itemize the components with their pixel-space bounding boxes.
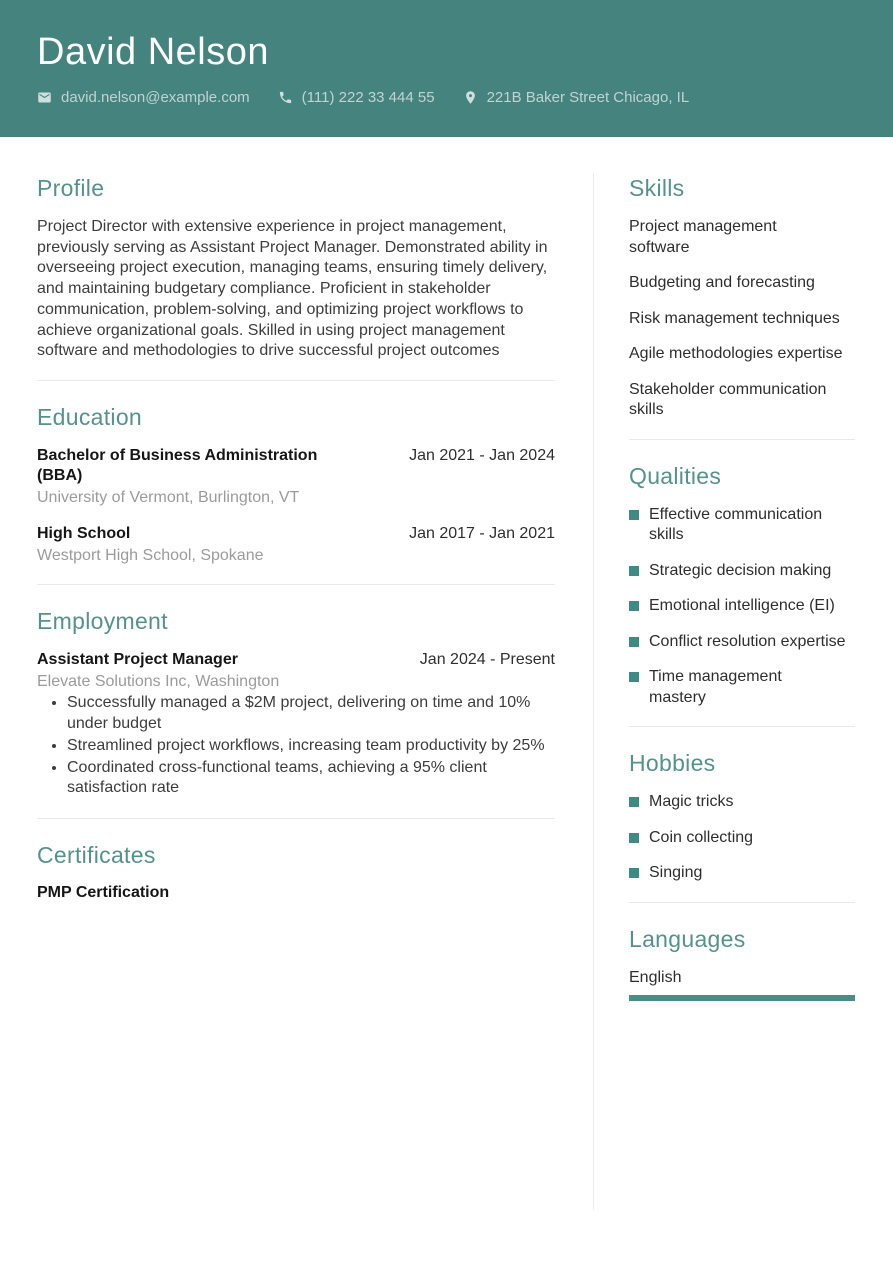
job-bullet-list [37,693,555,799]
education-entry [37,524,555,566]
square-bullet-icon [629,566,639,576]
certificates-section [37,842,555,920]
square-bullet-icon [629,510,639,520]
employment-entry-head [37,650,555,671]
language-level-track [629,995,855,1001]
skills-section-title: Skills [629,175,685,201]
job-bullet: • Streamlined project workflows, increasing team productivity by 25% [67,736,555,757]
column-divider [593,173,594,1210]
skill-item: Stakeholder communication skills [629,380,827,418]
languages-section-title: Languages [629,925,746,952]
skill-item: Project management software [629,218,777,256]
hobby-item [629,792,855,813]
employment-section [37,608,555,819]
quality-item [629,596,855,617]
quality-item [629,632,855,653]
education-entry [37,446,555,509]
degree-title: High School [37,525,131,543]
hobby-item [629,863,855,884]
language-name: English [629,968,682,986]
contact-address [463,89,690,106]
quality-text: Effective communication skills [649,505,823,543]
certificates-section-title: Certificates [37,841,156,868]
company-name: Elevate Solutions Inc, Washington [37,672,280,690]
quality-item [629,667,855,708]
square-bullet-icon [629,797,639,807]
resume-body [0,137,893,1210]
language-item [629,968,855,1002]
job-bullet: • Successfully managed a $2M project, delivering on time and 10% under budget [67,693,555,734]
date-range: Jan 2021 - Jan 2024 [409,446,555,464]
date-range: Jan 2017 - Jan 2021 [409,525,555,543]
quality-text: Emotional intelligence (EI) [649,597,835,614]
square-bullet-icon [629,672,639,682]
square-bullet-icon [629,637,639,647]
hobby-text: Singing [649,864,703,881]
school-name: Westport High School, Spokane [37,546,264,564]
skill-item: Risk management techniques [629,309,840,327]
contact-email [37,89,250,106]
phone-text: (111) 222 33 444 55 [301,89,435,106]
email-icon [37,90,52,105]
person-name: David Nelson [37,31,269,73]
hobby-text: Coin collecting [649,828,754,846]
languages-section [629,926,855,1020]
job-title: Assistant Project Manager [37,651,238,669]
quality-text: Strategic decision making [649,561,832,579]
square-bullet-icon [629,601,639,611]
skill-item: Agile methodologies expertise [629,345,843,362]
contact-phone [278,89,435,106]
language-level-bar [629,995,855,1001]
hobby-item [629,828,855,849]
date-range: Jan 2024 - Present [419,651,555,669]
resume-header [0,0,893,137]
quality-text: Conflict resolution expertise [649,632,846,650]
square-bullet-icon [629,868,639,878]
main-column [37,137,555,1210]
profile-section-title: Profile [37,175,105,201]
education-entry-head [37,446,555,487]
skill-item: Budgeting and forecasting [629,274,815,291]
square-bullet-icon [629,833,639,843]
location-pin-icon [463,90,478,105]
employment-entry [37,650,555,799]
certificate-item: PMP Certification [37,883,170,901]
contact-row [37,89,856,106]
skills-section [629,175,855,440]
quality-text: Time management mastery [649,668,782,706]
profile-text: Project Director with extensive experience in project management, previously serving as Assistant Project Manager. Demonstrated ability in overseeing project execution, managing teams, ensuring timely delivery, and maintaining budgetary compliance. Proficient in stakeholder communication, problem-solving, and optimizing project workflows to achieve organizational goals. Skilled in using project management software and methodologies to drive successful project outcomes [37,218,548,360]
employment-section-title: Employment [37,608,168,635]
profile-section [37,175,555,381]
quality-item [629,505,855,546]
side-column [629,137,855,1210]
address-text: 221B Baker Street Chicago, IL [486,89,690,106]
email-text: david.nelson@example.com [61,89,250,106]
degree-title: Bachelor of Business Administration (BBA) [37,446,318,485]
phone-icon [278,90,293,105]
hobby-text: Magic tricks [649,793,734,810]
school-name: University of Vermont, Burlington, VT [37,488,300,506]
education-section [37,404,555,586]
education-section-title: Education [37,403,142,430]
job-bullet: • Coordinated cross-functional teams, achieving a 95% client satisfaction rate [67,758,555,799]
quality-item [629,561,855,582]
qualities-section-title: Qualities [629,462,722,489]
hobbies-section-title: Hobbies [629,750,716,776]
education-entry-head [37,524,555,545]
qualities-section [629,463,855,728]
hobbies-section [629,750,855,903]
